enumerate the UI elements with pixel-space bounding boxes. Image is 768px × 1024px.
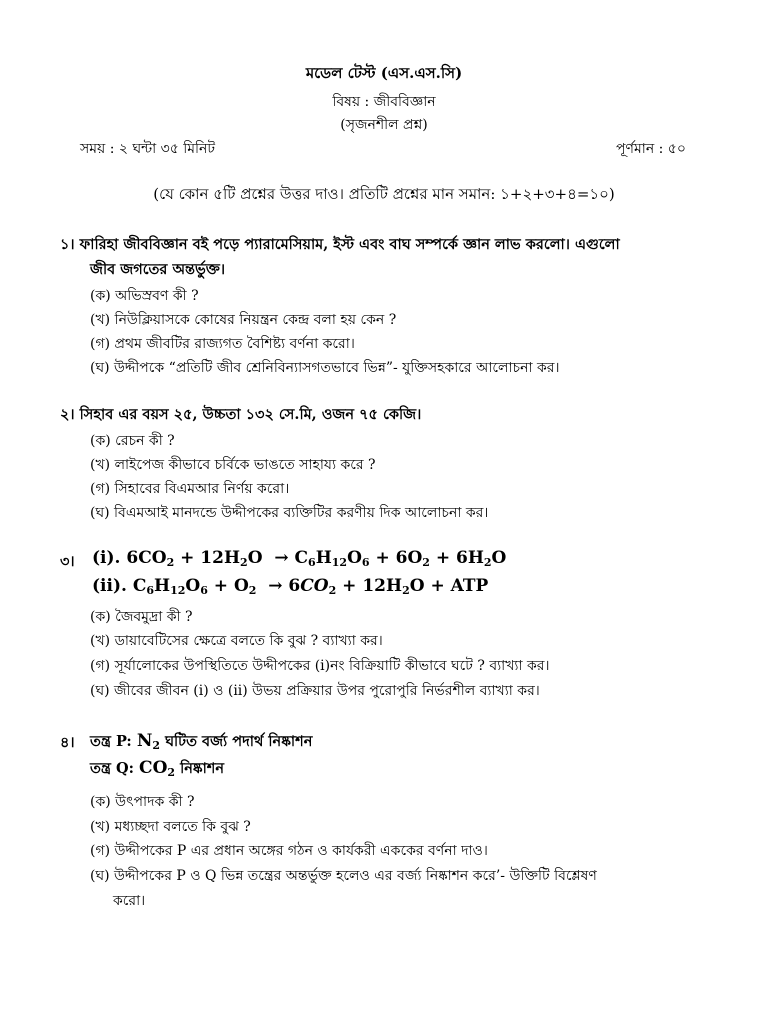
q3-part-a: (ক) জৈবমুদ্রা কী ?: [90, 609, 193, 625]
q4-q-prefix: তন্ত্র Q:: [90, 760, 134, 777]
q1-part-d: (ঘ) উদ্দীপকে “প্রতিটি জীব শ্রেনিবিন্যাসগতভাবে ভিন্ন”- যুক্তিসহকারে আলোচনা কর।: [90, 360, 560, 376]
q4-number: ৪।: [60, 734, 75, 751]
q2-stem: ২। সিহাব এর বয়স ২৫, উচ্চতা ১৩২ সে.মি, ওজন ৭৫ কেজি।: [60, 406, 422, 423]
q4-p-prefix: তন্ত্র P:: [90, 733, 132, 750]
page-title: মডেল টেস্ট (এস.এস.সি): [305, 64, 463, 82]
q3-part-b: (খ) ডায়াবেটিসের ক্ষেত্রে বলতে কি বুঝ ? ব্যাখ্যা কর।: [90, 633, 383, 649]
q4-system-p: [90, 731, 312, 755]
instruction-line: (যে কোন ৫টি প্রশ্নের উত্তর দাও। প্রতিটি প্রশ্নের মান সমান: ১+২+৩+৪=১০): [153, 185, 615, 203]
q3-number: ৩।: [60, 553, 75, 570]
q2-part-c: (গ) সিহাবের বিএমআর নির্ণয় করো।: [90, 481, 290, 497]
q4-p-suffix: ঘটিত বর্জ্য পদার্থ নিষ্কাশন: [165, 733, 313, 750]
q4-part-d-line1: (ঘ) উদ্দীপকের P ও Q ভিন্ন তন্ত্রের অন্তর্ভুক্ত হলেও এর বর্জ্য নিষ্কাশন করে’- উক্তিটি বিশ্লেষণ: [90, 868, 597, 884]
q4-co2-formula: $CO_2$: [139, 758, 176, 779]
q1-part-c: (গ) প্রথম জীবটির রাজ্যগত বৈশিষ্ট্য বর্ণনা করো।: [90, 336, 355, 352]
exam-time: সময় : ২ ঘন্টা ৩৫ মিনিট: [80, 141, 216, 157]
eq2-label: (ii).: [92, 576, 127, 596]
q3-equation-2: (ii). $C_6H_{12}O_6 + O_2 \to 6CO_2 + 12H_2O$ + ATP: [92, 576, 489, 597]
q3-part-c: (গ) সূর্যালোকের উপস্থিতিতে উদ্দীপকের (i)নং বিক্রিয়াটি কীভাবে ঘটে ? ব্যাখ্যা কর।: [90, 658, 550, 674]
q1-stem-line2: জীব জগতের অন্তর্ভুক্ত।: [90, 261, 226, 278]
q1-stem-line1: ১। ফারিহা জীববিজ্ঞান বই পড়ে প্যারামেসিয়াম, ইস্ট এবং বাঘ সম্পর্কে জ্ঞান লাভ করলো। এগুলো: [60, 236, 620, 253]
q1-part-a: (ক) অভিস্রবণ কী ?: [90, 288, 199, 304]
q2-part-a: (ক) রেচন কী ?: [90, 433, 175, 449]
q2-part-b: (খ) লাইপেজ কীভাবে চর্বিকে ভাঙতে সাহায্য করে ?: [90, 457, 376, 473]
q4-n2-formula: $N_2$: [136, 731, 161, 752]
q3-part-d: (ঘ) জীবের জীবন (i) ও (ii) উভয় প্রক্রিয়ার উপর পুরোপুরি নির্ভরশীল ব্যাখ্যা কর।: [90, 683, 540, 699]
q4-q-suffix: নিষ্কাশন: [180, 760, 225, 777]
full-marks: পূর্ণমান : ৫০: [616, 141, 686, 157]
q4-part-c: (গ) উদ্দীপকের P এর প্রধান অঙ্গের গঠন ও কার্যকরী এককের বর্ণনা দাও।: [90, 843, 488, 859]
q3-equation-1: (i). $6CO_2 + 12H_2O \to C_6H_{12}O_6 + 6O_2 + 6H_2O$: [92, 548, 507, 569]
q4-system-q: [90, 758, 224, 782]
eq1-label: (i).: [92, 548, 121, 568]
q4-part-b: (খ) মধ্যচ্ছদা বলতে কি বুঝ ?: [90, 819, 251, 835]
q4-part-d-line2: করো।: [113, 893, 146, 909]
subject-line: বিষয় : জীববিজ্ঞান: [332, 94, 436, 110]
q4-part-a: (ক) উৎপাদক কী ?: [90, 794, 195, 810]
question-type: (সৃজনশীল প্রশ্ন): [340, 117, 428, 133]
q1-part-b: (খ) নিউক্লিয়াসকে কোষের নিয়ন্ত্রন কেন্দ্র বলা হয় কেন ?: [90, 312, 397, 328]
q2-part-d: (ঘ) বিএমআই মানদন্ডে উদ্দীপকের ব্যক্তিটির করণীয় দিক আলোচনা কর।: [90, 505, 489, 521]
